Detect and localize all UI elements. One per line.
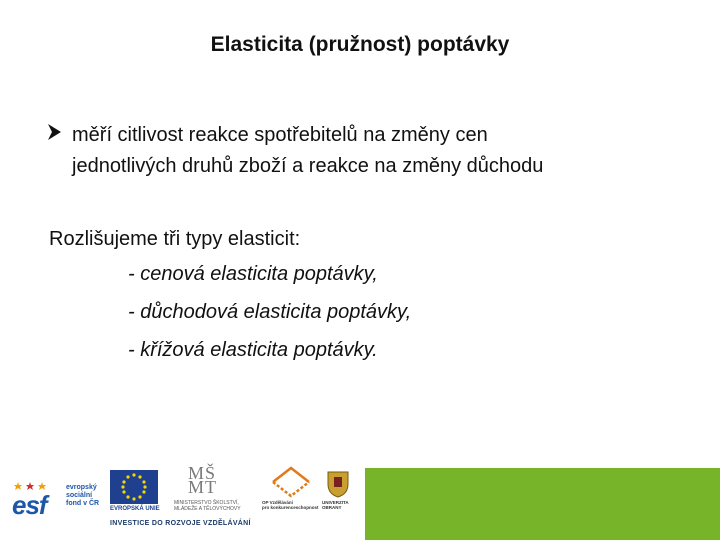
msmt-logo [174,463,254,516]
op-vk-logo [262,466,320,516]
university-crest-icon [326,470,350,498]
eu-flag-label: EVROPSKÁ UNIE [110,506,160,512]
type-price-elasticity: - cenová elasticita poptávky, [128,263,378,285]
eu-flag-logo [110,470,158,516]
msmt-logo-mark: MŠ MT [188,463,217,497]
bullet-line-2: jednotlivých druhů zboží a reakce na změny důchodu [72,155,544,177]
bullet-line-1: měří citlivost reakce spotřebitelů na změny cen [72,124,488,146]
op-vk-text: OP Vzdělávání pro konkurenceschopnost [262,500,319,510]
esf-logo [12,478,104,518]
type-cross-elasticity: - křížová elasticita poptávky. [128,339,378,361]
university-logo-text: UNIVERZITA OBRANY [322,500,349,510]
elasticity-types-list [128,262,411,376]
type-income-elasticity: - důchodová elasticita poptávky, [128,301,412,323]
esf-logo-mark: esf [12,490,47,520]
intro-text: Rozlišujeme tři typy elasticit: [49,228,301,250]
slide-title: Elasticita (pružnost) poptávky [210,33,510,56]
university-logo [322,470,354,516]
eu-flag-icon [110,470,158,504]
op-vk-icon [271,466,311,498]
footer-green-bar [365,468,720,540]
esf-logo-text: evropský sociální fond v ČR [66,484,100,507]
arrow-bullet-icon [48,124,61,140]
footer-caption: INVESTICE DO ROZVOJE VZDĚLÁVÁNÍ [110,520,251,527]
esf-stars-icon [14,478,50,488]
bullet-text [72,120,543,182]
msmt-logo-text: MINISTERSTVO ŠKOLSTVÍ, MLÁDEŽE A TĚLOVÝCHOVY [174,500,241,512]
